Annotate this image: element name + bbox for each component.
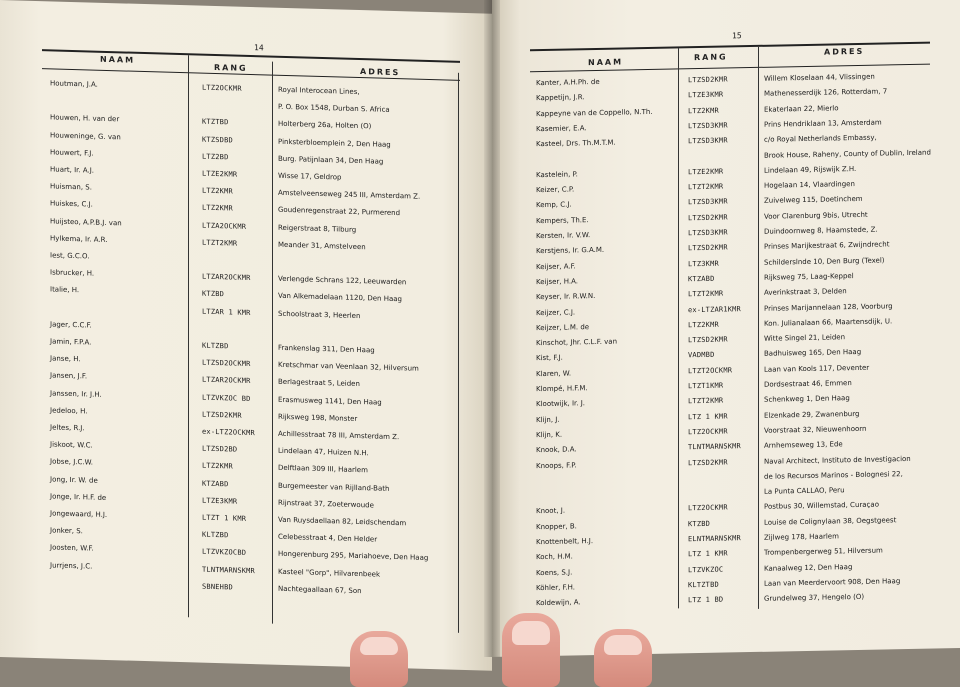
- cell-adres: Ekaterlaan 22, Mierlo: [764, 103, 839, 114]
- finger-right: [594, 629, 652, 687]
- cell-naam: Jobse, J.C.W.: [50, 457, 93, 467]
- cell-naam: Kasemier, E.A.: [536, 124, 587, 134]
- fingernail: [604, 635, 642, 655]
- cell-rang: LTZ2KMR: [202, 204, 233, 213]
- cell-naam: Keijzer, L.M. de: [536, 322, 590, 332]
- cell-adres: Brook House, Raheny, County of Dublin, Ireland: [764, 148, 931, 160]
- cell-adres: Pinksterbloemplein 2, Den Haag: [278, 137, 391, 149]
- cell-adres: Kretschmar van Veenlaan 32, Hilversum: [278, 360, 419, 373]
- cell-naam: Jongewaard, H.J.: [50, 509, 108, 519]
- cell-naam: Huijsteo, A.P.B.J. van: [50, 216, 122, 227]
- cell-naam: Koens, S.J.: [536, 568, 573, 577]
- cell-adres: Burgemeester van Rijlland-Bath: [278, 481, 390, 493]
- cell-naam: Köhler, F.H.: [536, 583, 576, 593]
- cell-adres: Voorstraat 32, Nieuwenhoorn: [764, 424, 867, 435]
- fingernail: [360, 637, 398, 655]
- cell-naam: Keijser, A.F.: [536, 261, 576, 271]
- cell-adres: Rijksweg 75, Laag-Keppel: [764, 271, 854, 282]
- cell-naam: Huiskes, C.J.: [50, 199, 93, 209]
- cell-adres: Naval Architect, Instituto de Investigacion: [764, 454, 911, 466]
- cell-rang: LTZT2KMR: [688, 182, 724, 192]
- header-rang: RANG: [214, 62, 248, 73]
- cell-adres: Amstelveenseweg 245 III, Amsterdam Z.: [278, 188, 421, 201]
- cell-rang: LTZ 1 KMR: [688, 549, 728, 559]
- cell-adres: Badhuisweg 165, Den Haag: [764, 348, 862, 359]
- cell-naam: Isbrucker, H.: [50, 268, 95, 278]
- cell-rang: KTZSDBD: [202, 135, 233, 145]
- cell-rang: LTZSD2KMR: [688, 335, 728, 345]
- cell-rang: LTZA2OCKMR: [202, 221, 247, 231]
- column-divider: [678, 48, 679, 608]
- cell-adres: c/o Royal Netherlands Embassy,: [764, 133, 877, 144]
- cell-rang: KTZABD: [688, 274, 715, 284]
- cell-naam: Kempers, Th.E.: [536, 215, 589, 225]
- cell-naam: Kappetijn, J.R.: [536, 93, 585, 103]
- cell-adres: Erasmusweg 1141, Den Haag: [278, 395, 382, 407]
- cell-naam: Hylkema, Ir. A.R.: [50, 234, 108, 244]
- cell-naam: Knoot, J.: [536, 506, 566, 516]
- cell-naam: Kerstjens, Ir. G.A.M.: [536, 246, 605, 256]
- cell-rang: LTZSD2KMR: [688, 213, 728, 222]
- cell-naam: Klaren, W.: [536, 369, 572, 378]
- cell-rang: LTZT2KMR: [202, 238, 238, 248]
- cell-adres: Arnhemseweg 13, Ede: [764, 440, 843, 450]
- header-adres: ADRES: [824, 46, 865, 57]
- cell-rang: LTZSD2OCKMR: [202, 358, 251, 369]
- cell-naam: Janse, H.: [50, 354, 81, 364]
- cell-rang: KTZABD: [202, 479, 229, 488]
- cell-adres: Holterberg 26a, Holten (O): [278, 120, 372, 131]
- fingernail: [512, 621, 550, 645]
- cell-naam: Kanter, A.H.Ph. de: [536, 77, 600, 88]
- cell-naam: Klootwijk, Ir. J.: [536, 399, 586, 409]
- cell-adres: Rijnstraat 37, Zoeterwoude: [278, 498, 374, 510]
- cell-rang: KTZBD: [202, 290, 225, 299]
- cell-rang: LTZT 1 KMR: [202, 513, 247, 523]
- cell-rang: LTZAR2OCKMR: [202, 272, 251, 283]
- cell-adres: Postbus 30, Willemstad, Curaçao: [764, 500, 879, 512]
- cell-adres: Zijlweg 178, Haarlem: [764, 532, 839, 542]
- cell-adres: Zuivelweg 115, Doetinchem: [764, 195, 863, 206]
- cell-naam: Kasteel, Drs. Th.M.T.M.: [536, 138, 616, 149]
- cell-rang: LTZ 1 BD: [688, 595, 724, 605]
- cell-rang: ex-LTZAR1KMR: [688, 304, 741, 314]
- page-number-left: 14: [254, 43, 264, 53]
- cell-rang: LTZT2OCKMR: [688, 366, 733, 375]
- cell-rang: LTZVKZOCBD: [202, 548, 247, 558]
- cell-naam: Knook, D.A.: [536, 445, 577, 455]
- cell-adres: Prinses Marijannelaan 128, Voorburg: [764, 301, 893, 313]
- cell-naam: Houtman, J.A.: [50, 79, 98, 89]
- cell-rang: KTZBD: [688, 519, 711, 528]
- finger-left: [350, 631, 408, 687]
- cell-rang: ELNTMARNSKMR: [688, 534, 741, 544]
- cell-rang: LTZ3KMR: [688, 259, 719, 268]
- cell-adres: Dordsestraat 46, Emmen: [764, 379, 852, 389]
- cell-naam: Iest, G.C.O.: [50, 251, 90, 261]
- cell-naam: Knopper, B.: [536, 522, 577, 531]
- cell-adres: Louise de Colignylaan 38, Oegstgeest: [764, 515, 897, 527]
- column-divider: [458, 73, 459, 633]
- cell-naam: Jonge, Ir. H.F. de: [50, 492, 107, 502]
- cell-naam: Jansen, J.F.: [50, 371, 88, 381]
- cell-adres: Reigerstraat 8, Tilburg: [278, 223, 357, 234]
- cell-rang: VADMBD: [688, 351, 715, 360]
- cell-naam: Jong, Ir. W. de: [50, 474, 98, 485]
- cell-rang: LTZT2KMR: [688, 396, 724, 406]
- cell-rang: KLTZBD: [202, 530, 229, 540]
- cell-rang: LTZSD2KMR: [688, 243, 728, 253]
- cell-adres: Kon. Julianalaan 66, Maartensdijk, U.: [764, 317, 893, 328]
- cell-adres: Van Alkemadelaan 1120, Den Haag: [278, 292, 402, 304]
- cell-rang: LTZ2OCKMR: [202, 83, 242, 93]
- cell-adres: Laan van Kools 117, Deventer: [764, 363, 870, 374]
- cell-naam: Jamin, F.P.A.: [50, 337, 92, 347]
- cell-naam: Knottenbelt, H.J.: [536, 537, 594, 547]
- cell-naam: Koch, H.M.: [536, 552, 573, 562]
- cell-rang: LTZE2KMR: [202, 169, 238, 179]
- cell-adres: Duindoornweg 8, Haamstede, Z.: [764, 225, 878, 236]
- cell-rang: TLNTMARNSKMR: [688, 442, 741, 452]
- cell-naam: Italie, H.: [50, 285, 80, 295]
- cell-rang: ex-LTZ2OCKMR: [202, 427, 255, 438]
- cell-adres: Schenkweg 1, Den Haag: [764, 394, 850, 405]
- cell-adres: Voor Clarenburg 9bis, Utrecht: [764, 210, 868, 221]
- cell-adres: Frankenslag 311, Den Haag: [278, 343, 375, 355]
- cell-rang: LTZ2OCKMR: [688, 427, 728, 437]
- cell-rang: SBNEHBD: [202, 582, 233, 592]
- cell-adres: P. O. Box 1548, Durban S. Africa: [278, 102, 390, 115]
- cell-rang: LTZE3KMR: [688, 90, 724, 100]
- cell-adres: Witte Singel 21, Leiden: [764, 333, 846, 343]
- column-divider: [188, 55, 189, 617]
- table-top-rule: [530, 42, 930, 51]
- cell-rang: LTZ 1 KMR: [688, 412, 728, 421]
- cell-adres: Delftlaan 309 III, Haarlem: [278, 464, 368, 475]
- cell-adres: Grundelweg 37, Hengelo (O): [764, 593, 865, 603]
- cell-naam: Jeltes, R.J.: [50, 423, 85, 433]
- cell-rang: LTZ2KMR: [202, 462, 233, 471]
- cell-adres: Prins Hendriklaan 13, Amsterdam: [764, 118, 882, 129]
- cell-naam: Houwen, H. van der: [50, 113, 120, 124]
- cell-rang: LTZSD3KMR: [688, 228, 728, 238]
- cell-rang: KLTZTBD: [688, 580, 719, 590]
- cell-rang: LTZE3KMR: [202, 496, 238, 506]
- cell-naam: Huart, Ir. A.J.: [50, 165, 94, 175]
- cell-naam: Knoops, F.P.: [536, 460, 577, 470]
- cell-rang: LTZE2KMR: [688, 167, 724, 177]
- cell-rang: LTZ2KMR: [688, 320, 719, 330]
- cell-naam: Klijn, K.: [536, 430, 563, 440]
- cell-adres: Kanaalweg 12, Den Haag: [764, 562, 853, 573]
- cell-naam: Kappeyne van de Coppello, N.Th.: [536, 107, 653, 118]
- cell-adres: Lindelaan 49, Rijswijk Z.H.: [764, 164, 857, 175]
- cell-rang: LTZSD3KMR: [688, 121, 728, 131]
- finger-middle: [502, 613, 560, 687]
- cell-rang: LTZ2BD: [202, 152, 229, 162]
- cell-adres: Verlengde Schrans 122, Leeuwarden: [278, 274, 407, 287]
- cell-adres: Berlagestraat 5, Leiden: [278, 378, 360, 389]
- cell-naam: Kersten, Ir. V.W.: [536, 231, 591, 241]
- cell-naam: Kist, F.J.: [536, 354, 563, 363]
- cell-adres: Wisse 17, Geldrop: [278, 171, 342, 182]
- cell-adres: Hogelaan 14, Vlaardingen: [764, 180, 855, 190]
- cell-rang: LTZVKZOC: [688, 565, 724, 574]
- cell-adres: Kasteel "Gorp", Hilvarenbeek: [278, 567, 381, 579]
- cell-naam: Jiskoot, W.C.: [50, 440, 93, 450]
- cell-adres: Averinkstraat 3, Delden: [764, 287, 847, 297]
- cell-naam: Keijzer, C.J.: [536, 307, 576, 317]
- header-naam: NAAM: [588, 57, 624, 68]
- cell-naam: Kemp, C.J.: [536, 200, 572, 210]
- cell-adres: de los Recursos Marinos - Bolognesi 22,: [764, 469, 903, 481]
- cell-rang: KLTZBD: [202, 341, 229, 351]
- cell-adres: Elzenkade 29, Zwanenburg: [764, 409, 860, 420]
- cell-rang: LTZ2KMR: [202, 186, 233, 196]
- cell-rang: LTZSD2KMR: [688, 457, 728, 467]
- cell-naam: Klijn, J.: [536, 415, 560, 424]
- cell-naam: Jurrjens, J.C.: [50, 560, 93, 571]
- cell-rang: LTZAR2OCKMR: [202, 376, 251, 386]
- cell-naam: Kastelein, P.: [536, 170, 578, 179]
- cell-adres: Royal Interocean Lines,: [278, 85, 360, 97]
- cell-adres: Laan van Meerdervoort 908, Den Haag: [764, 577, 901, 588]
- cell-rang: LTZVKZOC BD: [202, 393, 251, 403]
- cell-adres: Trompenbergerweg 51, Hilversum: [764, 546, 883, 558]
- cell-adres: Rijksweg 198, Monster: [278, 412, 358, 423]
- cell-adres: Mathenesserdijk 126, Rotterdam, 7: [764, 87, 888, 99]
- cell-naam: Janssen, Ir. J.H.: [50, 388, 102, 399]
- cell-rang: LTZAR 1 KMR: [202, 307, 251, 317]
- cell-naam: Keijser, H.A.: [536, 277, 578, 287]
- right-page: [492, 0, 960, 657]
- book-gutter: [484, 0, 500, 657]
- cell-naam: Kinschot, Jhr. C.L.F. van: [536, 337, 618, 348]
- cell-naam: Klompé, H.F.M.: [536, 384, 588, 394]
- cell-rang: LTZSD2KMR: [202, 410, 242, 420]
- cell-rang: LTZSD3KMR: [688, 197, 728, 207]
- cell-rang: LTZ2OCKMR: [688, 503, 728, 513]
- cell-naam: Houweninge, G. van: [50, 130, 121, 141]
- cell-adres: Nachtegaallaan 67, Son: [278, 584, 362, 595]
- cell-naam: Houwert, F.J.: [50, 148, 94, 158]
- cell-naam: Keyser, Ir. R.W.N.: [536, 292, 596, 302]
- cell-adres: Meander 31, Amstelveen: [278, 240, 366, 252]
- column-divider: [272, 62, 273, 624]
- cell-adres: Lindelaan 47, Huizen N.H.: [278, 446, 369, 458]
- cell-adres: Prinses Marijkestraat 6, Zwijndrecht: [764, 240, 890, 252]
- cell-adres: Goudenregenstraat 22, Purmerend: [278, 206, 401, 218]
- cell-adres: Hongerenburg 295, Mariahoeve, Den Haag: [278, 550, 429, 563]
- page-number-right: 15: [732, 31, 742, 41]
- cell-adres: Willem Kloselaan 44, Vlissingen: [764, 72, 875, 83]
- cell-naam: Keizer, C.P.: [536, 185, 575, 195]
- header-adres: ADRES: [360, 67, 401, 78]
- cell-rang: KTZTBD: [202, 118, 229, 127]
- cell-rang: LTZT1KMR: [688, 381, 724, 391]
- cell-adres: Achillesstraat 78 III, Amsterdam Z.: [278, 429, 400, 442]
- cell-rang: LTZSD2BD: [202, 444, 238, 454]
- cell-naam: Koldewijn, A.: [536, 598, 581, 608]
- cell-adres: Schilderslnde 10, Den Burg (Texel): [764, 256, 885, 267]
- cell-adres: La Punta CALLAO, Peru: [764, 486, 845, 496]
- cell-naam: Jedeloo, H.: [50, 406, 88, 416]
- cell-rang: LTZSD2KMR: [688, 75, 728, 85]
- cell-naam: Jager, C.C.F.: [50, 320, 92, 330]
- cell-adres: Van Ruysdaellaan 82, Leidschendam: [278, 515, 407, 528]
- cell-naam: Huisman, S.: [50, 182, 92, 192]
- cell-adres: Schoolstraat 3, Heerlen: [278, 309, 361, 320]
- column-divider: [758, 47, 759, 609]
- header-rang: RANG: [694, 52, 728, 63]
- cell-adres: Burg. Patijnlaan 34, Den Haag: [278, 154, 384, 166]
- cell-rang: LTZ2KMR: [688, 106, 719, 115]
- header-naam: NAAM: [100, 54, 136, 65]
- cell-rang: LTZSD3KMR: [688, 136, 728, 146]
- cell-naam: Jonker, S.: [50, 526, 83, 536]
- cell-adres: Celebesstraat 4, Den Helder: [278, 532, 378, 544]
- cell-rang: TLNTMARNSKMR: [202, 565, 255, 575]
- cell-naam: Joosten, W.F.: [50, 543, 94, 554]
- cell-rang: LTZT2KMR: [688, 289, 724, 299]
